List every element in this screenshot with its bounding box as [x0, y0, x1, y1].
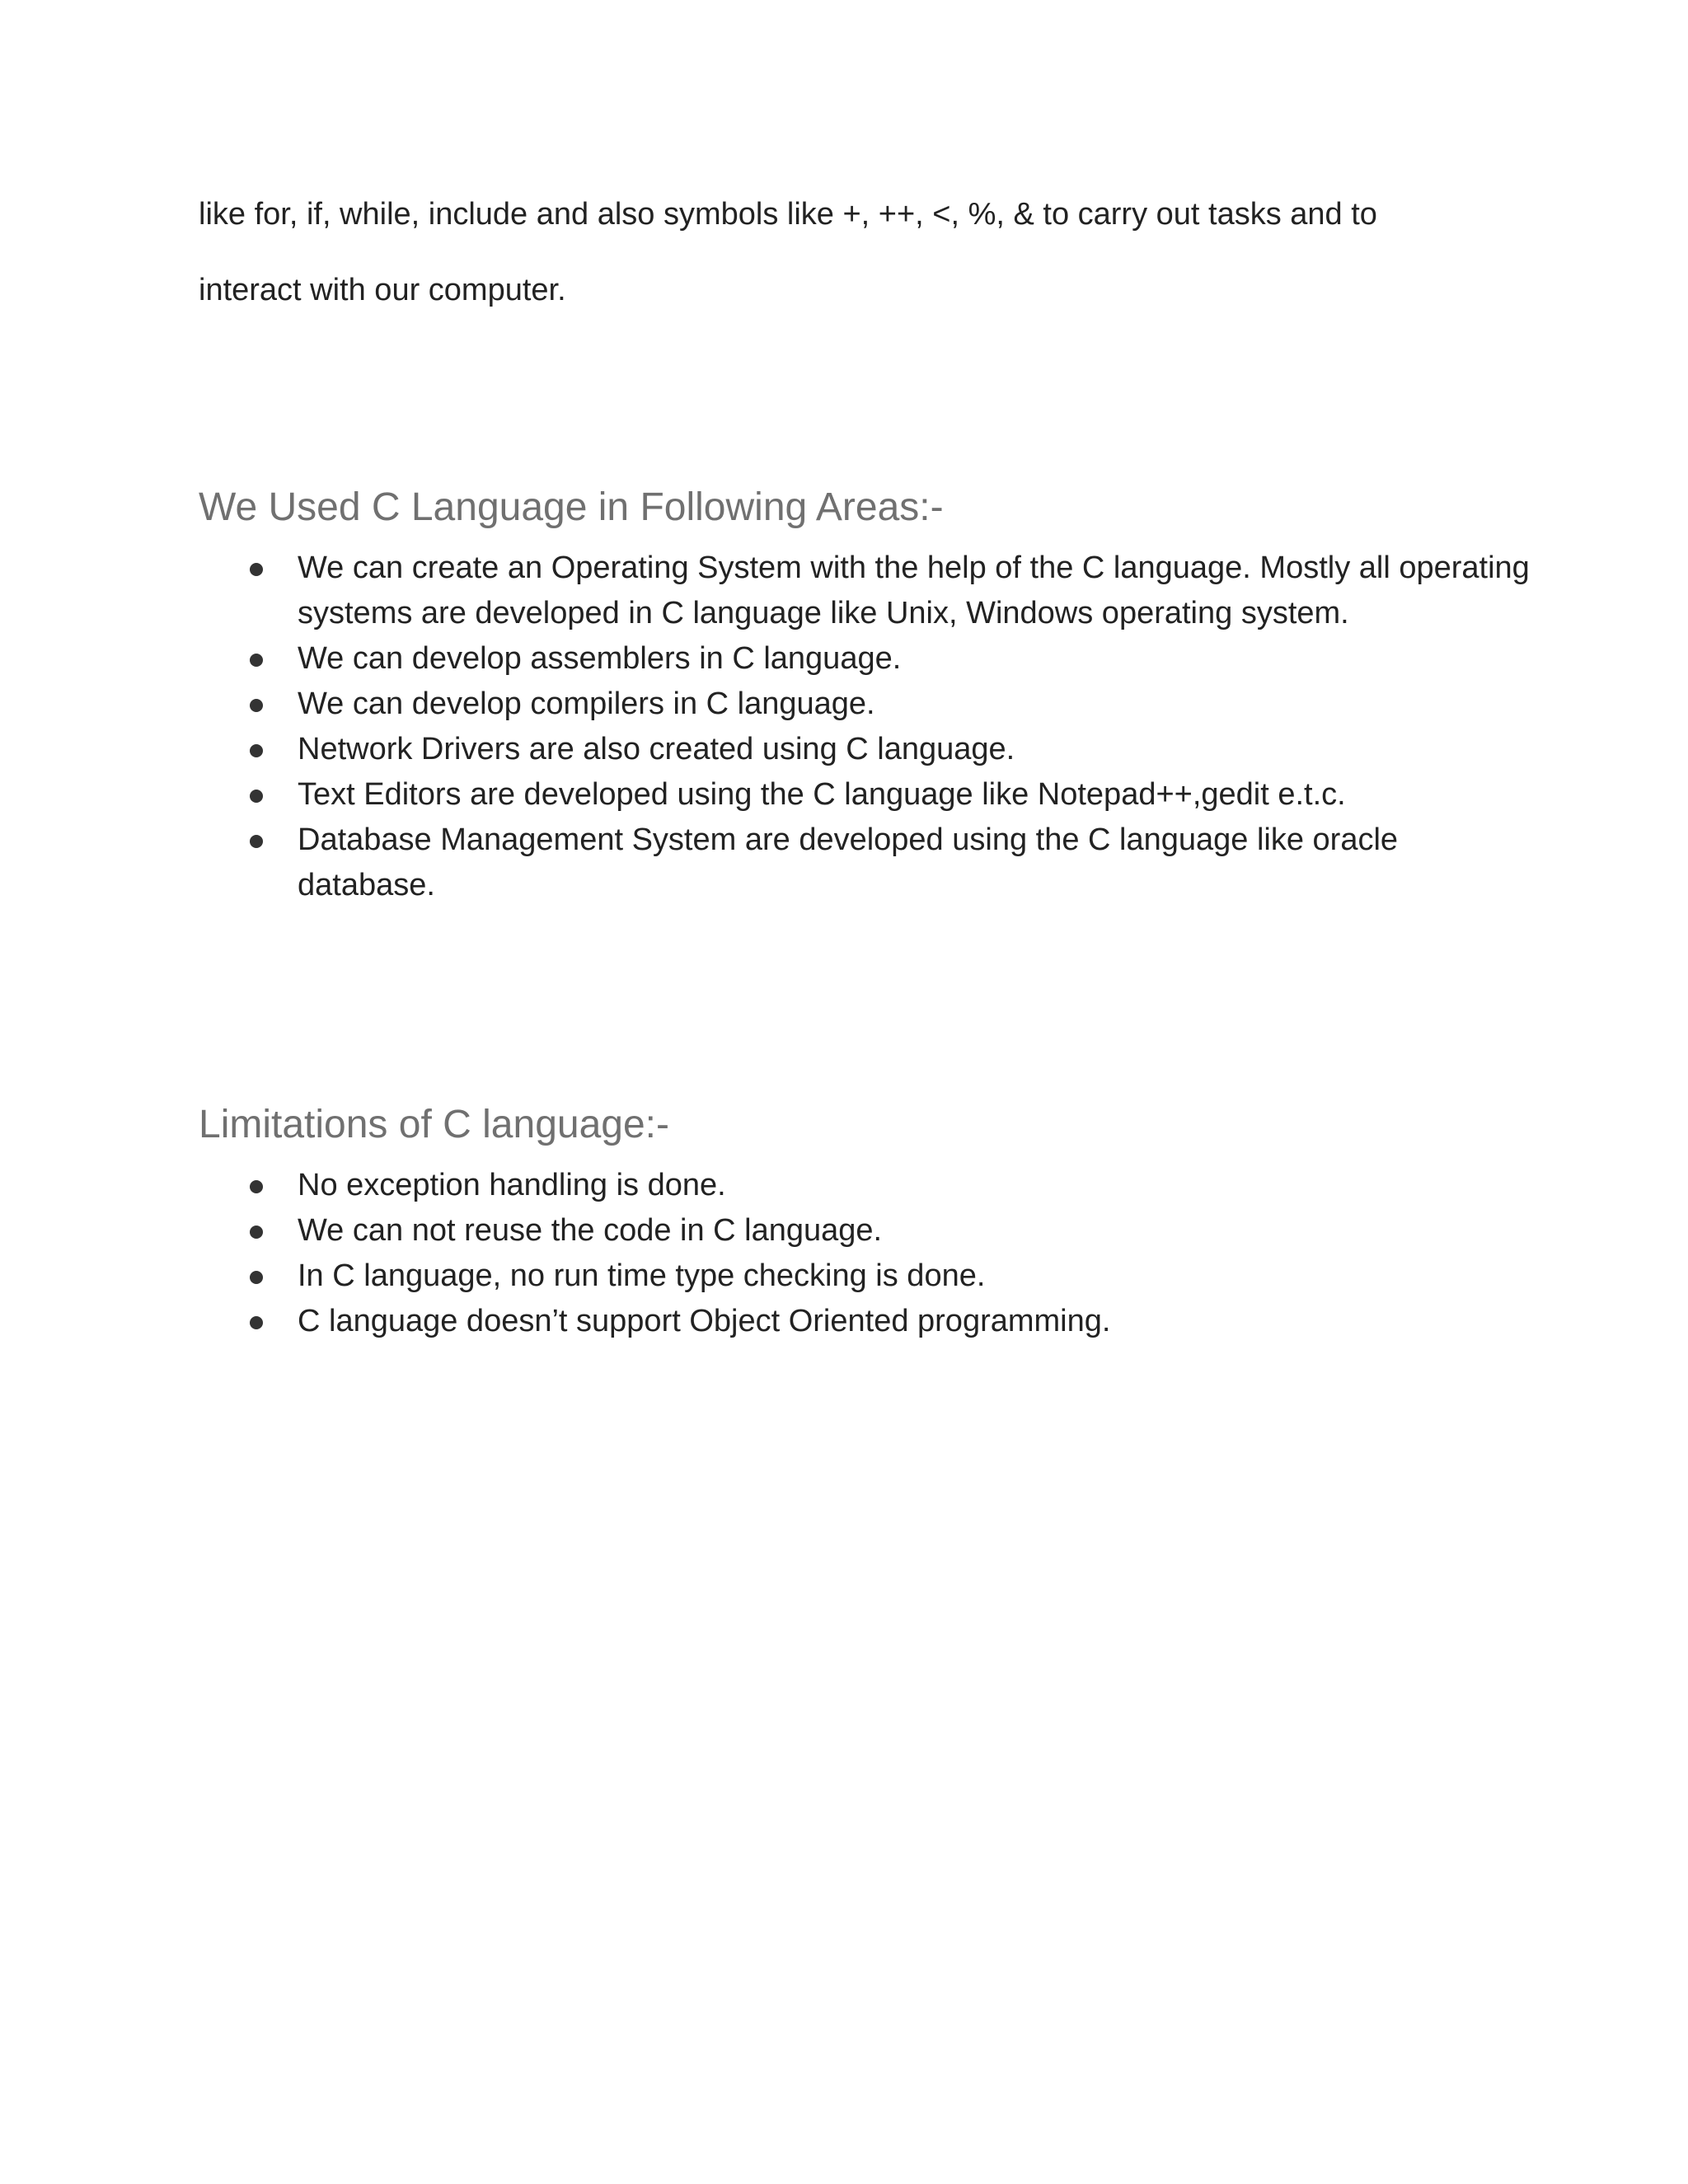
list-item — [0, 1163, 1688, 1208]
bullet-icon — [250, 744, 263, 757]
bullet-icon — [250, 1180, 263, 1193]
list-item-text: In C language, no run time type checking is done. — [298, 1258, 986, 1293]
list-item-text: Database Management System are developed using the C language like oracle database. — [298, 823, 1399, 902]
list-item-text: We can develop compilers in C language. — [298, 687, 875, 721]
list-item-text: We can develop assemblers in C language. — [298, 641, 902, 676]
list-item — [0, 1299, 1688, 1344]
bullet-icon — [250, 654, 263, 667]
bullet-icon — [250, 1271, 263, 1284]
bullet-icon — [250, 699, 263, 712]
list-item — [0, 1254, 1688, 1299]
list-item — [0, 772, 1688, 818]
list-item — [0, 818, 1688, 908]
list-item — [0, 1208, 1688, 1254]
bullet-icon — [250, 1226, 263, 1239]
bullet-icon — [250, 563, 263, 576]
list-item-text: No exception handling is done. — [298, 1168, 726, 1202]
list-item — [0, 727, 1688, 772]
list-item-text: Text Editors are developed using the C language like Notepad++,gedit e.t.c. — [298, 777, 1346, 812]
intro-line-1: like for, if, while, include and also symbols like +, ++, <, %, & to carry out tasks and to — [199, 197, 1377, 232]
list-item-text: Network Drivers are also created using C language. — [298, 732, 1015, 766]
limitations-list — [0, 1163, 1688, 1344]
limitations-heading: Limitations of C language:- — [199, 1103, 669, 1146]
areas-list — [0, 546, 1688, 908]
list-item-text: C language doesn’t support Object Oriented programming. — [298, 1304, 1111, 1338]
list-item-text: We can create an Operating System with the help of the C language. Mostly all operating systems are developed in C language like Unix, Windows operating system. — [298, 551, 1530, 630]
intro-line-2: interact with our computer. — [199, 273, 566, 307]
bullet-icon — [250, 790, 263, 803]
bullet-icon — [250, 1316, 263, 1329]
list-item — [0, 546, 1688, 636]
list-item — [0, 682, 1688, 727]
areas-heading: We Used C Language in Following Areas:- — [199, 485, 944, 529]
bullet-icon — [250, 835, 263, 848]
list-item-text: We can not reuse the code in C language. — [298, 1213, 883, 1248]
list-item — [0, 636, 1688, 682]
